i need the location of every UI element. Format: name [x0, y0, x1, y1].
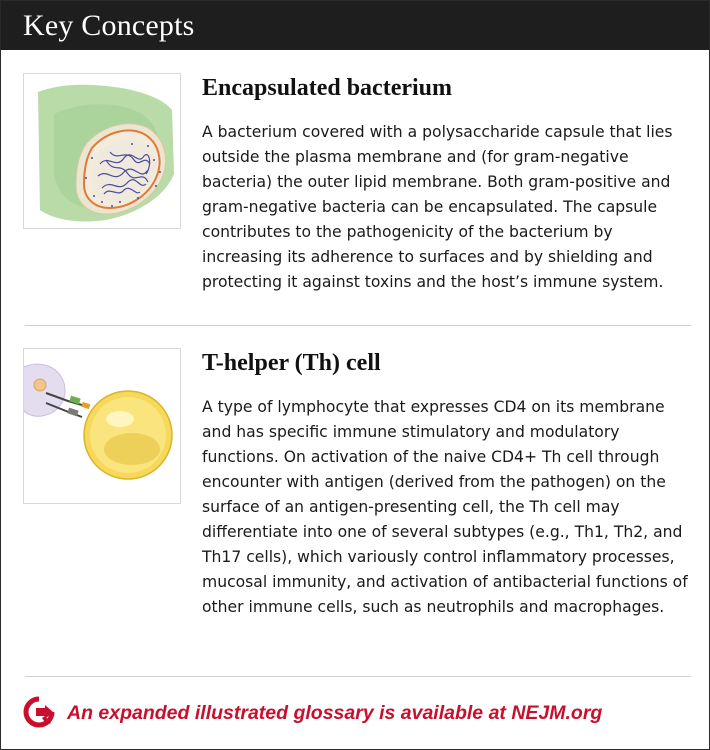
entry-body-encapsulated-bacterium: A bacterium covered with a polysaccharide capsule that lies outside the plasma membrane and (for gram-negative bacteria) the outer lipid membrane. Both gram-positive and gram-negative bacteria can be encapsulated. The capsule contributes to the pathogenicity of the bacterium by increasing its adherence to surfaces and by shielding and protecting it against toxins and the host’s immune system. — [202, 123, 673, 291]
entry-title-t-helper-cell: T-helper (Th) cell — [202, 350, 381, 376]
encapsulated-bacterium-icon — [23, 73, 181, 229]
glossary-link-text[interactable]: An expanded illustrated glossary is available at NEJM.org — [67, 702, 603, 724]
section-divider — [25, 325, 691, 326]
footer-divider — [25, 676, 691, 677]
t-helper-cell-icon — [23, 348, 181, 504]
header-bar — [1, 1, 709, 50]
glossary-footer[interactable] — [23, 696, 693, 730]
entry-body-t-helper-cell: A type of lymphocyte that expresses CD4 on its membrane and has specific immune stimulatory and modulatory functions. On activation of the naive CD4+ Th cell through encounter with antigen (derived from the pathogen) on the surface of an antigen-presenting cell, the Th cell may differentiate into one of several subtypes (e.g., Th1, Th2, and Th17 cells), which variously control inflammatory processes, mucosal immunity, and activation of antibacterial functions of other immune cells, such as neutrophils and macrophages. — [202, 398, 688, 616]
nejm-arrow-logo-icon — [23, 696, 59, 733]
entry-title-encapsulated-bacterium: Encapsulated bacterium — [202, 75, 453, 101]
header-title: Key Concepts — [23, 9, 195, 42]
